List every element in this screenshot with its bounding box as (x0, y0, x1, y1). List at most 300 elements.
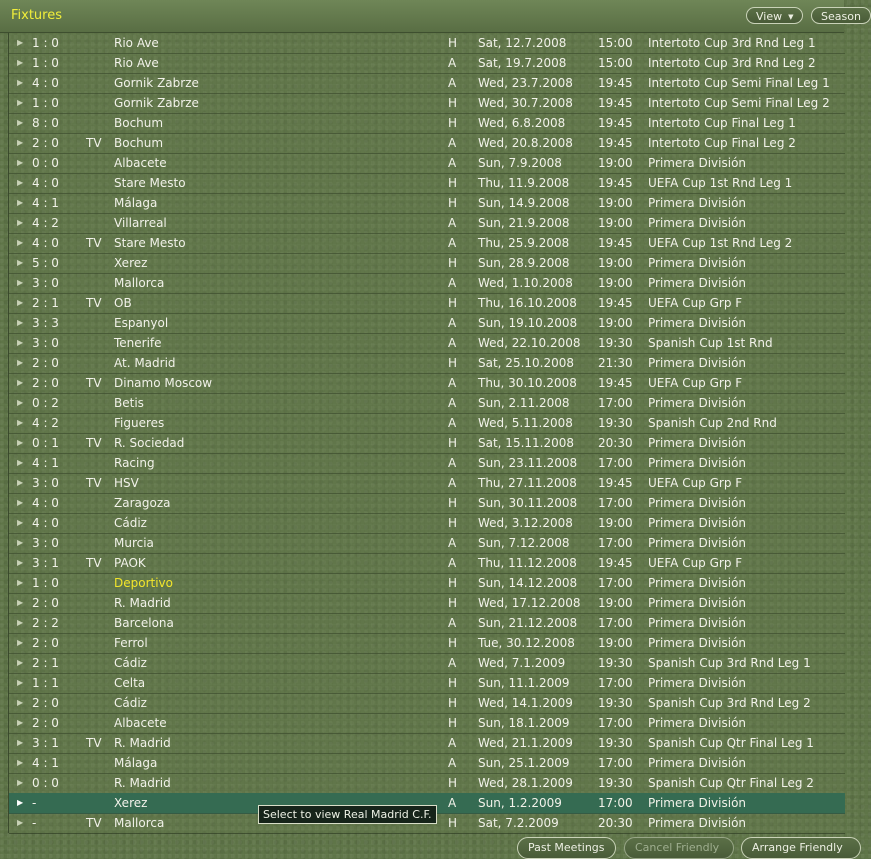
tooltip: Select to view Real Madrid C.F. (258, 805, 437, 824)
opponent-name[interactable]: Xerez (114, 796, 148, 810)
competition[interactable]: Spanish Cup 1st Rnd (648, 336, 773, 350)
competition[interactable]: UEFA Cup Grp F (648, 476, 743, 490)
tv-indicator: TV (86, 376, 102, 390)
score: 4 : 1 (32, 756, 59, 770)
fixture-row[interactable] (9, 153, 845, 174)
expand-arrow-icon[interactable]: ▶ (17, 178, 24, 187)
fixture-row[interactable] (9, 253, 845, 274)
match-date: Sun, 28.9.2008 (478, 256, 570, 270)
fixture-row[interactable] (9, 333, 845, 354)
home-away: A (448, 276, 457, 290)
competition[interactable]: Intertoto Cup 3rd Rnd Leg 1 (648, 36, 816, 50)
kickoff-time: 19:30 (598, 696, 633, 710)
opponent-name[interactable]: R. Madrid (114, 776, 171, 790)
match-date: Thu, 11.9.2008 (478, 176, 570, 190)
fixture-row[interactable] (9, 653, 845, 674)
score: 4 : 2 (32, 416, 59, 430)
opponent-name[interactable]: Cádiz (114, 656, 147, 670)
kickoff-time: 19:30 (598, 656, 633, 670)
kickoff-time: 19:45 (598, 116, 633, 130)
fixture-row[interactable] (9, 173, 845, 194)
fixture-row[interactable] (9, 553, 845, 574)
expand-arrow-icon[interactable]: ▶ (17, 698, 24, 707)
fixture-row[interactable] (9, 613, 845, 634)
opponent-name[interactable]: Ferrol (114, 636, 148, 650)
expand-arrow-icon[interactable]: ▶ (17, 398, 24, 407)
competition[interactable]: Primera División (648, 456, 747, 470)
kickoff-time: 15:00 (598, 36, 633, 50)
fixture-row[interactable] (9, 53, 845, 74)
opponent-name[interactable]: Gornik Zabrze (114, 96, 199, 110)
kickoff-time: 19:00 (598, 316, 633, 330)
home-away: A (448, 736, 457, 750)
kickoff-time: 19:45 (598, 476, 633, 490)
competition[interactable]: Primera División (648, 816, 747, 830)
fixture-row[interactable] (9, 233, 845, 254)
kickoff-time: 19:00 (598, 636, 633, 650)
home-away: H (448, 596, 458, 610)
fixture-row[interactable] (9, 413, 845, 434)
opponent-name[interactable]: Cádiz (114, 516, 147, 530)
opponent-name[interactable]: Tenerife (114, 336, 162, 350)
home-away: H (448, 676, 458, 690)
competition[interactable]: Primera División (648, 716, 747, 730)
opponent-name[interactable]: PAOK (114, 556, 146, 570)
competition[interactable]: Primera División (648, 796, 747, 810)
opponent-name[interactable]: R. Madrid (114, 736, 171, 750)
tv-indicator: TV (86, 736, 102, 750)
opponent-name[interactable]: Bochum (114, 136, 164, 150)
home-away: H (448, 256, 458, 270)
page-title: Fixtures (11, 8, 63, 23)
expand-arrow-icon[interactable]: ▶ (17, 278, 24, 287)
score: 1 : 0 (32, 96, 59, 110)
expand-arrow-icon[interactable]: ▶ (17, 218, 24, 227)
fixture-row[interactable] (9, 473, 845, 494)
fixture-row[interactable] (9, 733, 845, 754)
kickoff-time: 17:00 (598, 796, 633, 810)
kickoff-time: 19:45 (598, 136, 633, 150)
fixture-row[interactable] (9, 193, 845, 214)
fixture-row[interactable] (9, 133, 845, 154)
kickoff-time: 19:30 (598, 336, 633, 350)
match-date: Sun, 23.11.2008 (478, 456, 578, 470)
opponent-name[interactable]: R. Sociedad (114, 436, 185, 450)
competition[interactable]: UEFA Cup Grp F (648, 296, 743, 310)
opponent-name[interactable]: Mallorca (114, 816, 165, 830)
score: 4 : 0 (32, 516, 59, 530)
score: 4 : 2 (32, 216, 59, 230)
expand-arrow-icon[interactable]: ▶ (17, 158, 24, 167)
kickoff-time: 17:00 (598, 716, 633, 730)
chevron-down-icon: ▼ (788, 13, 794, 21)
match-date: Sat, 15.11.2008 (478, 436, 575, 450)
kickoff-time: 21:30 (598, 356, 633, 370)
expand-arrow-icon[interactable]: ▶ (17, 318, 24, 327)
expand-arrow-icon[interactable]: ▶ (17, 558, 24, 567)
home-away: A (448, 556, 457, 570)
kickoff-time: 17:00 (598, 496, 633, 510)
expand-arrow-icon[interactable]: ▶ (17, 138, 24, 147)
home-away: H (448, 576, 458, 590)
expand-arrow-icon[interactable]: ▶ (17, 38, 24, 47)
arrange-friendly-button[interactable] (741, 837, 861, 859)
competition[interactable]: Primera División (648, 396, 747, 410)
competition[interactable]: Spanish Cup Qtr Final Leg 1 (648, 736, 814, 750)
expand-arrow-icon[interactable]: ▶ (17, 678, 24, 687)
competition[interactable]: Primera División (648, 616, 747, 630)
match-date: Thu, 11.12.2008 (478, 556, 577, 570)
kickoff-time: 19:00 (598, 216, 633, 230)
kickoff-time: 15:00 (598, 56, 633, 70)
fixture-row[interactable] (9, 293, 845, 314)
competition[interactable]: Primera División (648, 316, 747, 330)
competition[interactable]: Intertoto Cup Semi Final Leg 1 (648, 76, 830, 90)
score: 4 : 0 (32, 236, 59, 250)
expand-arrow-icon[interactable]: ▶ (17, 58, 24, 67)
fixture-row[interactable] (9, 493, 845, 514)
fixtures-list (8, 33, 845, 833)
home-away: A (448, 376, 457, 390)
opponent-name[interactable]: Celta (114, 676, 146, 690)
competition[interactable]: Intertoto Cup Semi Final Leg 2 (648, 96, 830, 110)
competition[interactable]: Intertoto Cup Final Leg 2 (648, 136, 796, 150)
expand-arrow-icon[interactable]: ▶ (17, 438, 24, 447)
kickoff-time: 19:45 (598, 376, 633, 390)
competition[interactable]: Primera División (648, 576, 747, 590)
competition[interactable]: Primera División (648, 496, 747, 510)
arrange-friendly-label: Arrange Friendly (752, 841, 843, 854)
score: 0 : 2 (32, 396, 59, 410)
fixture-row[interactable] (9, 33, 845, 54)
score: 3 : 3 (32, 316, 59, 330)
fixture-row[interactable] (9, 113, 845, 134)
panel-header (0, 0, 861, 33)
fixture-row[interactable] (9, 693, 845, 714)
kickoff-time: 17:00 (598, 616, 633, 630)
competition[interactable]: Spanish Cup Qtr Final Leg 2 (648, 776, 814, 790)
competition[interactable]: Primera División (648, 256, 747, 270)
opponent-name[interactable]: Dinamo Moscow (114, 376, 213, 390)
opponent-name[interactable]: Rio Ave (114, 36, 159, 50)
score: 2 : 0 (32, 596, 59, 610)
score: 3 : 0 (32, 276, 59, 290)
opponent-name[interactable]: Figueres (114, 416, 165, 430)
expand-arrow-icon[interactable]: ▶ (17, 78, 24, 87)
kickoff-time: 19:30 (598, 416, 633, 430)
competition[interactable]: Primera División (648, 756, 747, 770)
kickoff-time: 19:00 (598, 196, 633, 210)
opponent-name[interactable]: Stare Mesto (114, 236, 186, 250)
score: 2 : 0 (32, 716, 59, 730)
match-date: Wed, 22.10.2008 (478, 336, 581, 350)
fixture-row[interactable] (9, 773, 845, 794)
home-away: H (448, 356, 458, 370)
opponent-name[interactable]: Murcia (114, 536, 154, 550)
match-date: Sun, 21.9.2008 (478, 216, 570, 230)
score: 2 : 0 (32, 696, 59, 710)
home-away: A (448, 316, 457, 330)
competition[interactable]: Primera División (648, 676, 747, 690)
fixture-row[interactable] (9, 713, 845, 734)
match-date: Sun, 14.12.2008 (478, 576, 578, 590)
match-date: Wed, 28.1.2009 (478, 776, 573, 790)
match-date: Wed, 23.7.2008 (478, 76, 573, 90)
competition[interactable]: UEFA Cup Grp F (648, 556, 743, 570)
score: 8 : 0 (32, 116, 59, 130)
expand-arrow-icon[interactable]: ▶ (17, 598, 24, 607)
opponent-name[interactable]: Xerez (114, 256, 148, 270)
home-away: A (448, 756, 457, 770)
expand-arrow-icon[interactable]: ▶ (17, 718, 24, 727)
expand-arrow-icon[interactable]: ▶ (17, 638, 24, 647)
score: 3 : 0 (32, 336, 59, 350)
opponent-name[interactable]: Mallorca (114, 276, 165, 290)
match-date: Sun, 11.1.2009 (478, 676, 570, 690)
expand-arrow-icon[interactable]: ▶ (17, 658, 24, 667)
home-away: A (448, 396, 457, 410)
tv-indicator: TV (86, 816, 102, 830)
home-away: H (448, 776, 458, 790)
opponent-name[interactable]: R. Madrid (114, 596, 171, 610)
expand-arrow-icon[interactable]: ▶ (17, 98, 24, 107)
expand-arrow-icon[interactable]: ▶ (17, 198, 24, 207)
competition[interactable]: Primera División (648, 356, 747, 370)
score: 3 : 1 (32, 736, 59, 750)
competition[interactable]: UEFA Cup Grp F (648, 376, 743, 390)
competition[interactable]: Intertoto Cup Final Leg 1 (648, 116, 796, 130)
opponent-name[interactable]: Málaga (114, 196, 158, 210)
match-date: Thu, 27.11.2008 (478, 476, 577, 490)
fixture-row[interactable] (9, 273, 845, 294)
expand-arrow-icon[interactable]: ▶ (17, 298, 24, 307)
fixture-row[interactable] (9, 513, 845, 534)
past-meetings-button[interactable] (517, 837, 616, 859)
match-date: Sun, 2.11.2008 (478, 396, 570, 410)
kickoff-time: 19:00 (598, 156, 633, 170)
expand-arrow-icon[interactable]: ▶ (17, 738, 24, 747)
fixture-row[interactable] (9, 373, 845, 394)
cancel-friendly-button[interactable] (624, 837, 734, 859)
fixture-row[interactable] (9, 433, 845, 454)
match-date: Wed, 7.1.2009 (478, 656, 566, 670)
competition[interactable]: UEFA Cup 1st Rnd Leg 2 (648, 236, 793, 250)
home-away: A (448, 216, 457, 230)
match-date: Sun, 7.12.2008 (478, 536, 570, 550)
expand-arrow-icon[interactable]: ▶ (17, 258, 24, 267)
competition[interactable]: Primera División (648, 196, 747, 210)
expand-arrow-icon[interactable]: ▶ (17, 778, 24, 787)
home-away: H (448, 116, 458, 130)
fixture-row[interactable] (9, 213, 845, 234)
competition[interactable]: Primera División (648, 516, 747, 530)
home-away: A (448, 336, 457, 350)
home-away: A (448, 796, 457, 810)
fixture-row[interactable] (9, 593, 845, 614)
match-date: Wed, 3.12.2008 (478, 516, 573, 530)
kickoff-time: 17:00 (598, 756, 633, 770)
opponent-name[interactable]: Espanyol (114, 316, 169, 330)
match-date: Sun, 14.9.2008 (478, 196, 570, 210)
match-date: Sat, 12.7.2008 (478, 36, 567, 50)
match-date: Tue, 30.12.2008 (478, 636, 575, 650)
opponent-name[interactable]: Stare Mesto (114, 176, 186, 190)
opponent-name[interactable]: Bochum (114, 116, 164, 130)
fixture-row[interactable] (9, 453, 845, 474)
fixture-row[interactable] (9, 93, 845, 114)
expand-arrow-icon[interactable]: ▶ (17, 758, 24, 767)
expand-arrow-icon[interactable]: ▶ (17, 358, 24, 367)
score: 2 : 0 (32, 356, 59, 370)
season-button-label: Season (821, 10, 861, 23)
match-date: Wed, 1.10.2008 (478, 276, 573, 290)
expand-arrow-icon[interactable]: ▶ (17, 238, 24, 247)
kickoff-time: 19:45 (598, 176, 633, 190)
opponent-name[interactable]: Albacete (114, 156, 167, 170)
expand-arrow-icon[interactable]: ▶ (17, 418, 24, 427)
home-away: H (448, 296, 458, 310)
home-away: A (448, 136, 457, 150)
expand-arrow-icon[interactable]: ▶ (17, 798, 24, 807)
competition[interactable]: Primera División (648, 156, 747, 170)
kickoff-time: 19:45 (598, 236, 633, 250)
kickoff-time: 17:00 (598, 456, 633, 470)
kickoff-time: 17:00 (598, 676, 633, 690)
expand-arrow-icon[interactable]: ▶ (17, 338, 24, 347)
tv-indicator: TV (86, 476, 102, 490)
match-date: Wed, 30.7.2008 (478, 96, 573, 110)
fixture-row[interactable] (9, 633, 845, 654)
competition[interactable]: Primera División (648, 636, 747, 650)
home-away: H (448, 176, 458, 190)
match-date: Wed, 20.8.2008 (478, 136, 573, 150)
expand-arrow-icon[interactable]: ▶ (17, 538, 24, 547)
home-away: A (448, 76, 457, 90)
expand-arrow-icon[interactable]: ▶ (17, 818, 24, 827)
expand-arrow-icon[interactable]: ▶ (17, 378, 24, 387)
match-date: Wed, 21.1.2009 (478, 736, 573, 750)
expand-arrow-icon[interactable]: ▶ (17, 458, 24, 467)
opponent-name[interactable]: OB (114, 296, 132, 310)
home-away: H (448, 816, 458, 830)
match-date: Sun, 1.2.2009 (478, 796, 562, 810)
fixture-row[interactable] (9, 753, 845, 774)
kickoff-time: 17:00 (598, 396, 633, 410)
score: 4 : 1 (32, 456, 59, 470)
fixture-row[interactable] (9, 573, 845, 594)
fixture-row[interactable] (9, 73, 845, 94)
match-date: Sun, 25.1.2009 (478, 756, 570, 770)
opponent-name[interactable]: Zaragoza (114, 496, 171, 510)
kickoff-time: 19:45 (598, 556, 633, 570)
score: 0 : 0 (32, 156, 59, 170)
score: 5 : 0 (32, 256, 59, 270)
opponent-name[interactable]: Málaga (114, 756, 158, 770)
opponent-name[interactable]: Cádiz (114, 696, 147, 710)
match-date: Sun, 19.10.2008 (478, 316, 578, 330)
kickoff-time: 19:00 (598, 516, 633, 530)
expand-arrow-icon[interactable]: ▶ (17, 578, 24, 587)
fixture-row[interactable] (9, 353, 845, 374)
competition[interactable]: Intertoto Cup 3rd Rnd Leg 2 (648, 56, 816, 70)
match-date: Thu, 16.10.2008 (478, 296, 577, 310)
score: 3 : 0 (32, 536, 59, 550)
fixture-row[interactable] (9, 393, 845, 414)
competition[interactable]: Primera División (648, 276, 747, 290)
opponent-name[interactable]: At. Madrid (114, 356, 176, 370)
score: - (32, 796, 37, 810)
tv-indicator: TV (86, 436, 102, 450)
competition[interactable]: Spanish Cup 3rd Rnd Leg 1 (648, 656, 811, 670)
kickoff-time: 19:30 (598, 736, 633, 750)
home-away: H (448, 496, 458, 510)
match-date: Sun, 7.9.2008 (478, 156, 562, 170)
competition[interactable]: Primera División (648, 216, 747, 230)
score: 4 : 1 (32, 196, 59, 210)
opponent-name[interactable]: Barcelona (114, 616, 174, 630)
score: 4 : 0 (32, 176, 59, 190)
competition[interactable]: Primera División (648, 596, 747, 610)
kickoff-time: 19:45 (598, 296, 633, 310)
home-away: H (448, 696, 458, 710)
expand-arrow-icon[interactable]: ▶ (17, 478, 24, 487)
score: 2 : 0 (32, 136, 59, 150)
expand-arrow-icon[interactable]: ▶ (17, 618, 24, 627)
competition[interactable]: Spanish Cup 3rd Rnd Leg 2 (648, 696, 811, 710)
match-date: Sat, 25.10.2008 (478, 356, 575, 370)
view-button[interactable] (746, 7, 803, 24)
opponent-name[interactable]: Rio Ave (114, 56, 159, 70)
competition[interactable]: UEFA Cup 1st Rnd Leg 1 (648, 176, 793, 190)
opponent-name[interactable]: Albacete (114, 716, 167, 730)
score: - (32, 816, 37, 830)
opponent-name[interactable]: Betis (114, 396, 144, 410)
tv-indicator: TV (86, 236, 102, 250)
match-date: Sun, 30.11.2008 (478, 496, 578, 510)
opponent-name[interactable]: Racing (114, 456, 155, 470)
expand-arrow-icon[interactable]: ▶ (17, 498, 24, 507)
opponent-name[interactable]: HSV (114, 476, 139, 490)
kickoff-time: 20:30 (598, 816, 633, 830)
fixture-row[interactable] (9, 673, 845, 694)
score: 0 : 1 (32, 436, 59, 450)
competition[interactable]: Primera División (648, 536, 747, 550)
expand-arrow-icon[interactable]: ▶ (17, 518, 24, 527)
past-meetings-label: Past Meetings (528, 841, 605, 854)
cancel-friendly-label: Cancel Friendly (635, 841, 720, 854)
score: 4 : 0 (32, 76, 59, 90)
opponent-name[interactable]: Villarreal (114, 216, 167, 230)
home-away: H (448, 716, 458, 730)
opponent-name[interactable]: Gornik Zabrze (114, 76, 199, 90)
opponent-name[interactable]: Deportivo (114, 576, 173, 590)
home-away: A (448, 56, 457, 70)
fixture-row[interactable] (9, 313, 845, 334)
competition[interactable]: Primera División (648, 436, 747, 450)
home-away: H (448, 96, 458, 110)
competition[interactable]: Spanish Cup 2nd Rnd (648, 416, 777, 430)
tv-indicator: TV (86, 556, 102, 570)
score: 1 : 0 (32, 576, 59, 590)
expand-arrow-icon[interactable]: ▶ (17, 118, 24, 127)
home-away: A (448, 456, 457, 470)
match-date: Wed, 5.11.2008 (478, 416, 573, 430)
home-away: H (448, 436, 458, 450)
season-button[interactable] (811, 7, 871, 24)
fixture-row[interactable] (9, 533, 845, 554)
kickoff-time: 20:30 (598, 436, 633, 450)
score: 2 : 0 (32, 376, 59, 390)
